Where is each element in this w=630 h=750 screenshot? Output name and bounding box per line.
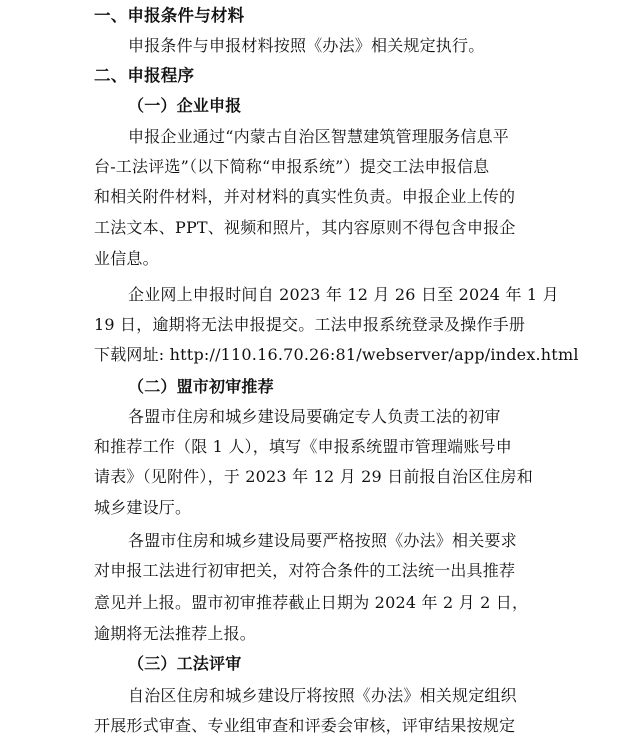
paragraph-line: 各盟市住房和城乡建设局要严格按照《办法》相关要求 — [128, 531, 517, 550]
paragraph-line: 逾期将无法推荐上报。 — [94, 624, 257, 643]
paragraph-line: 开展形式审查、专业组审查和评委会审核，评审结果按规定 — [94, 716, 516, 735]
subsection-heading: （二）盟市初审推荐 — [128, 377, 274, 396]
section-heading: 二、申报程序 — [94, 66, 195, 85]
paragraph-line: 业信息。 — [94, 249, 159, 268]
paragraph-line: 各盟市住房和城乡建设局要确定专人负责工法的初审 — [128, 407, 501, 426]
subsection-heading: （三）工法评审 — [128, 654, 242, 673]
subsection-heading: （一）企业申报 — [128, 96, 242, 115]
section-heading: 一、申报条件与材料 — [94, 6, 245, 25]
paragraph-line: 申报企业通过“内蒙古自治区智慧建筑管理服务信息平 — [128, 127, 509, 146]
paragraph-line: 和相关附件材料，并对材料的真实性负责。申报企业上传的 — [94, 187, 516, 206]
paragraph-line: 企业网上申报时间自 2023 年 12 月 26 日至 2024 年 1 月 — [128, 285, 559, 304]
paragraph-line: 19 日，逾期将无法申报提交。工法申报系统登录及操作手册 — [94, 315, 526, 334]
paragraph-line: 和推荐工作（限 1 人），填写《申报系统盟市管理端账号申 — [94, 437, 512, 456]
paragraph-line: 工法文本、PPT、视频和照片，其内容原则不得包含申报企 — [94, 218, 516, 237]
paragraph-line: 城乡建设厅。 — [94, 498, 192, 517]
paragraph-line: 请表》（见附件），于 2023 年 12 月 29 日前报自治区住房和 — [94, 467, 533, 486]
paragraph-line: 对申报工法进行初审把关，对符合条件的工法统一出具推荐 — [94, 561, 516, 580]
paragraph-line: 申报条件与申报材料按照《办法》相关规定执行。 — [128, 36, 485, 55]
paragraph-line: 下载网址: http://110.16.70.26:81/webserver/app/index.html — [94, 345, 579, 364]
paragraph-line: 台-工法评选”（以下简称“申报系统”）提交工法申报信息 — [94, 157, 490, 176]
paragraph-line: 自治区住房和城乡建设厅将按照《办法》相关规定组织 — [128, 686, 517, 705]
paragraph-line: 意见并上报。盟市初审推荐截止日期为 2024 年 2 月 2 日， — [94, 593, 529, 612]
